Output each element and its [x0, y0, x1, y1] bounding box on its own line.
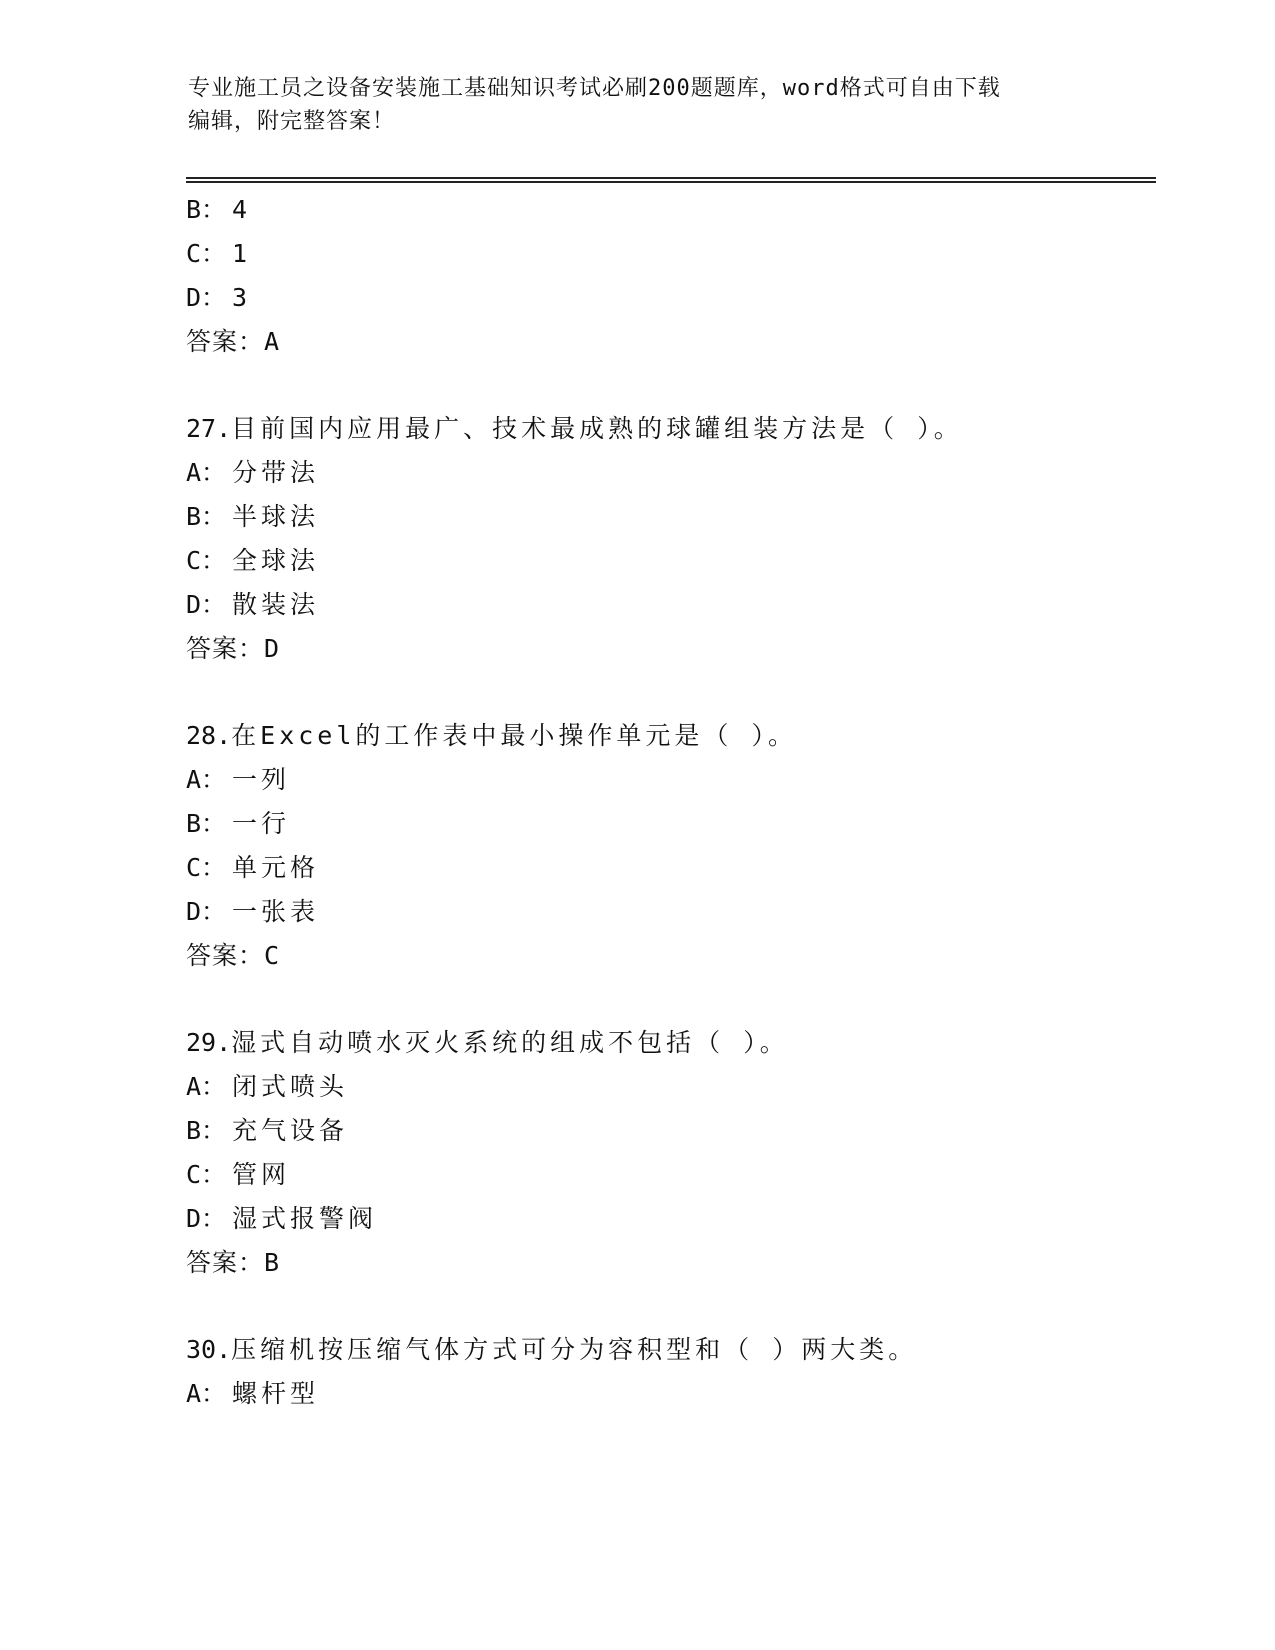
option-letter: B：	[186, 195, 227, 224]
answer-value: D	[264, 634, 281, 663]
question-28	[186, 719, 797, 753]
question-text: 压缩机按压缩气体方式可分为容积型和（ ）两大类。	[231, 1335, 918, 1364]
option-c	[186, 851, 319, 885]
header-title-line2: 编辑，附完整答案！	[188, 109, 396, 134]
header-divider-top	[186, 177, 1156, 179]
option-text: 闭式喷头	[232, 1072, 349, 1101]
question-text: 目前国内应用最广、技术最成熟的球罐组装方法是（ ）。	[231, 414, 963, 443]
option-c	[186, 1158, 290, 1192]
header-divider-bottom	[186, 181, 1156, 183]
option-text: 半球法	[232, 502, 320, 531]
option-text: 一张表	[232, 897, 320, 926]
option-text: 全球法	[232, 546, 320, 575]
document-header	[188, 72, 1088, 138]
option-a	[186, 456, 319, 490]
question-29	[186, 1026, 789, 1060]
option-letter: A：	[186, 1379, 227, 1408]
option-a	[186, 763, 290, 797]
option-letter: C：	[186, 1160, 227, 1189]
question-text: 湿式自动喷水灭火系统的组成不包括（ ）。	[231, 1028, 789, 1057]
option-a	[186, 1070, 348, 1104]
question-number: 30.	[186, 1335, 232, 1364]
question-text: 在Excel的工作表中最小操作单元是（ ）。	[231, 721, 797, 750]
option-text: 分带法	[232, 458, 320, 487]
option-letter: B：	[186, 1116, 227, 1145]
option-d	[186, 1202, 377, 1236]
option-letter: A：	[186, 765, 227, 794]
option-d	[186, 281, 251, 315]
option-d	[186, 588, 319, 622]
option-c	[186, 544, 319, 578]
question-number: 28.	[186, 721, 232, 750]
option-letter: D：	[186, 590, 227, 619]
header-title-line1: 专业施工员之设备安装施工基础知识考试必刷200题题库，word格式可自由下载	[188, 76, 1001, 101]
option-a	[186, 1377, 319, 1411]
option-letter: D：	[186, 283, 227, 312]
answer-label: 答案：	[186, 1248, 265, 1277]
option-b	[186, 1114, 348, 1148]
answer-line	[186, 939, 280, 973]
option-b	[186, 193, 251, 227]
question-27	[186, 412, 963, 446]
option-b	[186, 500, 319, 534]
answer-line	[186, 632, 280, 666]
option-text: 充气设备	[232, 1116, 349, 1145]
option-letter: C：	[186, 239, 227, 268]
option-letter: C：	[186, 853, 227, 882]
answer-line	[186, 325, 280, 359]
answer-label: 答案：	[186, 634, 265, 663]
question-number: 27.	[186, 414, 232, 443]
option-letter: B：	[186, 809, 227, 838]
option-b	[186, 807, 290, 841]
answer-value: A	[264, 327, 281, 356]
answer-label: 答案：	[186, 941, 265, 970]
option-text: 湿式报警阀	[232, 1204, 378, 1233]
option-text: 4	[232, 195, 252, 224]
option-text: 散装法	[232, 590, 320, 619]
option-text: 管网	[232, 1160, 291, 1189]
option-letter: B：	[186, 502, 227, 531]
option-letter: C：	[186, 546, 227, 575]
option-text: 1	[232, 239, 252, 268]
question-number: 29.	[186, 1028, 232, 1057]
option-letter: D：	[186, 1204, 227, 1233]
option-text: 单元格	[232, 853, 320, 882]
answer-value: C	[264, 941, 281, 970]
option-text: 3	[232, 283, 252, 312]
option-d	[186, 895, 319, 929]
answer-label: 答案：	[186, 327, 265, 356]
option-letter: D：	[186, 897, 227, 926]
question-30	[186, 1333, 917, 1367]
option-letter: A：	[186, 1072, 227, 1101]
option-c	[186, 237, 251, 271]
option-text: 一行	[232, 809, 291, 838]
answer-value: B	[264, 1248, 281, 1277]
option-text: 螺杆型	[232, 1379, 320, 1408]
option-letter: A：	[186, 458, 227, 487]
answer-line	[186, 1246, 280, 1280]
option-text: 一列	[232, 765, 291, 794]
